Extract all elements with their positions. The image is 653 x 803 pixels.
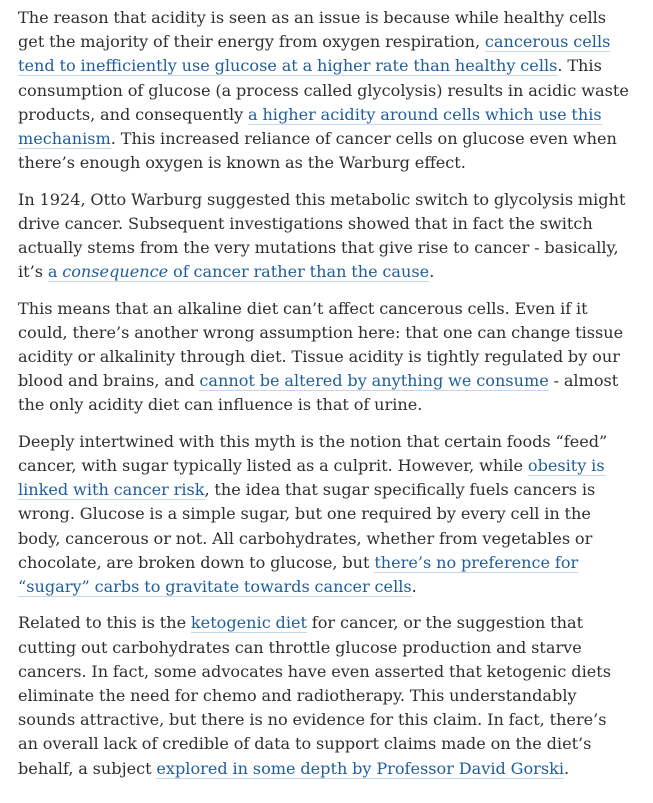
text-run: Related to this is the bbox=[18, 613, 191, 633]
text-run: . This consumption of glucose (a process called glycolysis) results in acidic waste products, and consequently bbox=[18, 56, 629, 124]
text-run: This means that an alkaline diet can’t affect cancerous cells. Even if it could, there’s another wrong assumption here: that one can change tissue acidity or alkalinity through diet. Tissue acidity is tightly regulated by our blood and brains, and bbox=[18, 298, 624, 391]
link-consequence-of-cancer[interactable] bbox=[48, 262, 429, 282]
text-run: In 1924, Otto Warburg suggested this metabolic switch to glycolysis might drive cancer. Subsequent investigations showed that in fact the switch actually stems from the very mutations that give rise to cancer - basically, it’s bbox=[18, 189, 626, 282]
paragraph-warburg-effect bbox=[18, 6, 630, 175]
paragraph-sugar-myth bbox=[18, 430, 630, 599]
link-obesity-cancer-risk[interactable]: obesity is linked with cancer risk bbox=[18, 456, 605, 500]
link-professor-david-gorski[interactable]: explored in some depth by Professor David Gorski bbox=[156, 758, 565, 778]
link-ketogenic-diet[interactable]: ketogenic diet bbox=[190, 613, 307, 633]
text-run: . bbox=[564, 758, 570, 778]
link-no-preference-sugary-carbs[interactable]: there’s no preference for “sugary” carbs to gravitate towards cancer cells bbox=[18, 552, 579, 597]
link-cannot-be-altered[interactable]: cannot be altered by anything we consume bbox=[199, 371, 549, 391]
text-run: for cancer, or the suggestion that cutting out carbohydrates can throttle glucose production and starve cancers. In fact, some advocates have even asserted that ketogenic diets eliminate the need for chemo and radiotherapy. This understandably sounds attractive, but there is no evidence for this claim. In fact, there’s an overall lack of credible of data to support claims made on the diet’s behalf, a subject bbox=[18, 613, 611, 778]
text-run: - almost the only acidity diet can influence is that of urine. bbox=[18, 371, 619, 415]
text-run: The reason that acidity is seen as an issue is because while healthy cells get the majority of their energy from oxygen respiration, bbox=[18, 8, 607, 52]
text-run: , the idea that sugar specifically fuels cancers is wrong. Glucose is a simple sugar, but one required by every cell in the body, cancerous or not. All carbohydrates, whether from vegetables or chocolate, are broken down to glucose, but bbox=[18, 480, 596, 572]
paragraph-otto-warburg-1924 bbox=[18, 188, 630, 285]
paragraph-alkaline-diet bbox=[18, 297, 630, 418]
text-run: . bbox=[411, 577, 417, 597]
text-run: . This increased reliance of cancer cells on glucose even when there’s enough oxygen is known as the Warburg effect. bbox=[18, 129, 617, 173]
link-text: of cancer rather than the cause bbox=[168, 262, 430, 282]
text-run: . bbox=[429, 262, 435, 282]
link-higher-acidity[interactable]: a higher acidity around cells which use this mechanism bbox=[18, 104, 602, 149]
link-cancerous-cells-glucose[interactable]: cancerous cells tend to inefficiently use glucose at a higher rate than healthy cells bbox=[18, 32, 611, 76]
text-run: Deeply intertwined with this myth is the notion that certain foods “feed” cancer, with sugar typically listed as a culprit. However, while bbox=[18, 431, 608, 476]
link-emphasis: consequence bbox=[62, 262, 169, 282]
link-text: a bbox=[47, 262, 63, 282]
paragraph-ketogenic-diet bbox=[18, 611, 630, 780]
